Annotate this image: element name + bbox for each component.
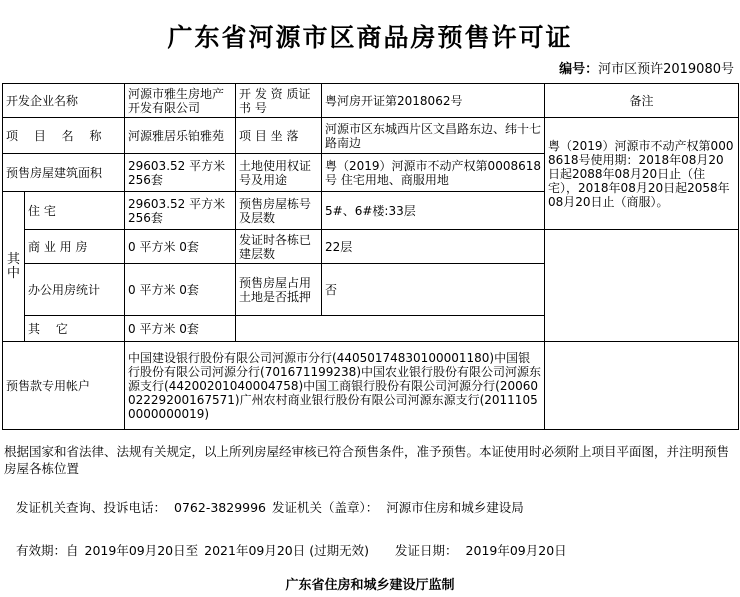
land-cert-label: 土地使用权证号及用途 [236, 154, 322, 192]
remarks-empty-cell [545, 230, 739, 342]
validity-label: 有效期：自 [16, 543, 79, 558]
project-location-value: 河源市区东城西片区文昌路东边、纬十七路南边 [322, 118, 545, 154]
qualification-label: 开 发 资 质证 书 号 [236, 84, 322, 118]
developer-label: 开发企业名称 [3, 84, 125, 118]
other-label: 其 它 [25, 316, 125, 342]
floors-label: 发证时各栋已建层数 [236, 230, 322, 264]
presale-area-label: 预售房屋建筑面积 [3, 154, 125, 192]
mortgage-value: 否 [322, 264, 545, 316]
validity-line [16, 541, 567, 559]
phone-value: 0762-3829996 [174, 500, 267, 515]
document-number-value: 河市区预许2019080号 [598, 62, 734, 77]
contact-line [16, 498, 524, 516]
residential-label: 住 宅 [25, 192, 125, 230]
project-name-value: 河源雅居乐铂雅苑 [125, 118, 236, 154]
qizhong-label: 其中 [3, 192, 25, 342]
supervisor-footer: 广东省住房和城乡建设厅监制 [285, 578, 455, 593]
issuer-value: 河源市住房和城乡建设局 [386, 500, 524, 515]
certificate-title: 广东省河源市区商品房预售许可证 [167, 23, 573, 52]
qualification-value: 粤河房开证第2018062号 [322, 84, 545, 118]
issuer-label: 发证机关（盖章）： [272, 500, 379, 515]
account-label: 预售款专用帐户 [3, 342, 125, 430]
account-value: 中国建设银行股份有限公司河源市分行(44050174830100001180)中国银行股份有限公司河源分行(701671199238)中国农业银行股份有限公司河源东源支行(44200201040004758)中国工商银行股份有限公司河源分行(2006002229200167571)广州农村商业银行股份有限公司河源东源支行(20111050000000019) [125, 342, 545, 430]
developer-value: 河源市雅生房地产开发有限公司 [125, 84, 236, 118]
other-empty-cell [236, 316, 545, 342]
office-value: 0 平方米 0套 [125, 264, 236, 316]
commercial-label: 商 业 用 房 [25, 230, 125, 264]
remarks-value: 粤（2019）河源市不动产权第0008618号使用期：2018年08月20日起2088年08月20日止（住宅），2018年08月20日起2058年08月20日止（商服）。 [545, 118, 739, 230]
document-number [559, 58, 734, 77]
issue-date-label: 发证日期： [395, 543, 458, 558]
building-no-value: 5#、6#楼:33层 [322, 192, 545, 230]
project-location-label: 项 目 坐 落 [236, 118, 322, 154]
document-number-label: 编号： [559, 62, 599, 77]
validity-note: (过期无效) [309, 543, 370, 558]
phone-label: 发证机关查询、投诉电话： [16, 500, 167, 515]
other-value: 0 平方米 0套 [125, 316, 236, 342]
validity-end: 2021年09月20日 [204, 543, 306, 558]
project-name-label: 项 目 名 称 [3, 118, 125, 154]
presale-area-value: 29603.52 平方米 256套 [125, 154, 236, 192]
account-empty-cell [545, 342, 739, 430]
commercial-value: 0 平方米 0套 [125, 230, 236, 264]
office-label: 办公用房统计 [25, 264, 125, 316]
floors-value: 22层 [322, 230, 545, 264]
issue-date-value: 2019年09月20日 [465, 543, 567, 558]
building-no-label: 预售房屋栋号及层数 [236, 192, 322, 230]
land-cert-value: 粤（2019）河源市不动产权第0008618号 住宅用地、商服用地 [322, 154, 545, 192]
validity-start: 2019年09月20日至 [84, 543, 199, 558]
remarks-label: 备注 [545, 84, 739, 118]
certificate-table [2, 83, 739, 430]
residential-value: 29603.52 平方米256套 [125, 192, 236, 230]
mortgage-label: 预售房屋占用土地是否抵押 [236, 264, 322, 316]
approval-statement: 根据国家和省法律、法规有关规定，以上所列房屋经审核已符合预售条件，准予预售。本证使用时必须附上项目平面图，并注明预售房屋各栋位置 [4, 444, 730, 476]
